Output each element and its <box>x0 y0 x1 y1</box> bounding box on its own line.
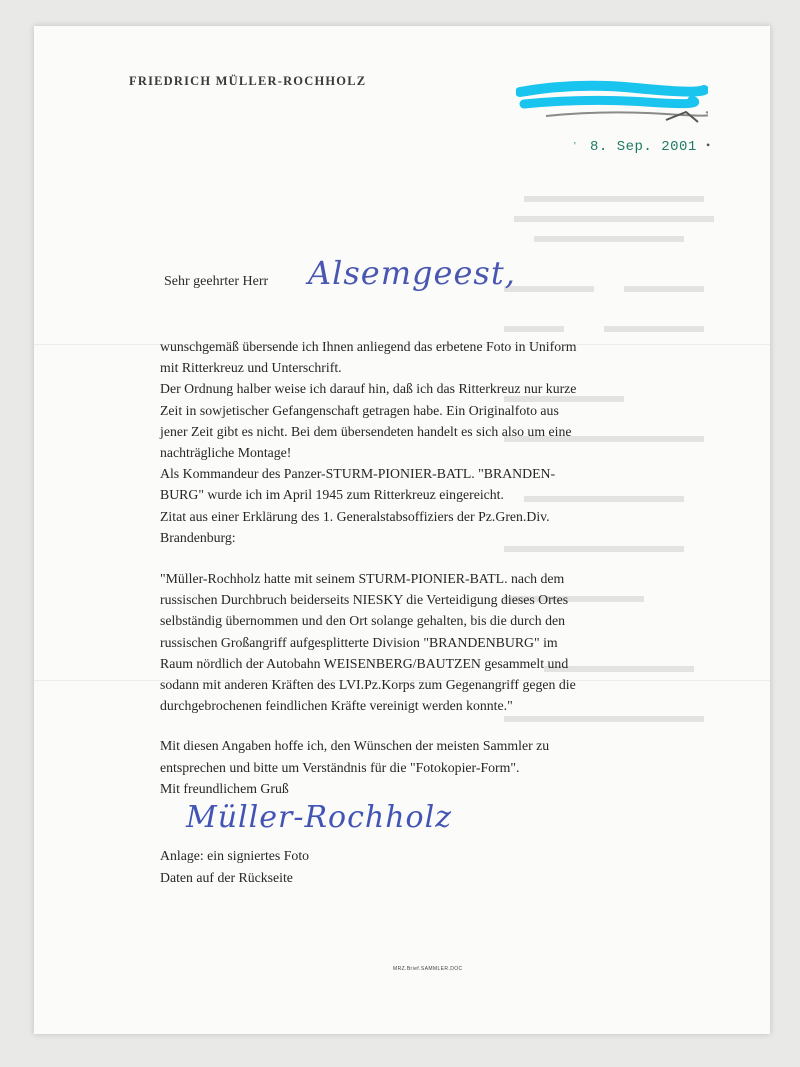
closing-line: entsprechen und bitte um Verständnis für die "Fotokopier-Form". <box>160 759 520 775</box>
quote-line: russischen Durchbruch beiderseits NIESKY die Verteidigung dieses Ortes <box>160 592 569 608</box>
enclosure-line: Daten auf der Rückseite <box>160 869 293 885</box>
body-line: jener Zeit gibt es nicht. Bei dem übersendeten handelt es sich also um eine <box>160 423 572 439</box>
body-line: Als Kommandeur des Panzer-STURM-PIONIER-BATL. "BRANDEN- <box>160 466 556 482</box>
body-line: Der Ordnung halber weise ich darauf hin, daß ich das Ritterkreuz nur kurze <box>160 381 577 397</box>
signature-handwritten: Müller-Rochholz <box>186 800 453 835</box>
body-line: wunschgemäß übersende ich Ihnen anliegend das erbetene Foto in Uniform <box>160 339 577 354</box>
quote-line: durchgebrochenen feindlichen Kräfte vereinigt werden konnte." <box>160 698 513 714</box>
quote-line: Raum nördlich der Autobahn WEISENBERG/BAUTZEN gesammelt und <box>160 655 569 671</box>
date-stamp: 8. Sep. 2001 <box>590 139 697 155</box>
letter-body <box>160 336 660 799</box>
closing-line: Mit diesen Angaben hoffe ich, den Wünschen der meisten Sammler zu <box>160 738 550 754</box>
quote-line: sodann mit anderen Kräften des LVI.Pz.Korps zum Gegenangriff gegen die <box>160 677 576 693</box>
file-reference: MRZ.Brief.SAMMLER.DOC <box>393 966 463 972</box>
redaction-mark <box>516 80 708 132</box>
body-line: BURG" wurde ich im April 1945 zum Ritterkreuz eingereicht. <box>160 487 504 503</box>
quote-line: selbständig übernommen und den Ort solange gehalten, bis die durch den <box>160 613 565 629</box>
quote-line: russischen Großangriff aufgesplitterte Division "BRANDENBURG" im <box>160 634 558 650</box>
salutation: Sehr geehrter Herr <box>164 274 269 289</box>
closing-block <box>160 735 660 799</box>
addressee-handwritten: Alsemgeest, <box>308 254 516 292</box>
quote-line: "Müller-Rochholz hatte mit seinem STURM-PIONIER-BATL. nach dem <box>160 571 565 587</box>
closing-line: Mit freundlichem Gruß <box>160 780 289 796</box>
stamp-tick: ' <box>574 141 576 152</box>
letterhead: FRIEDRICH MÜLLER-ROCHHOLZ <box>129 74 367 88</box>
enclosure-line: Anlage: ein signiertes Foto <box>160 848 310 863</box>
body-line: Zeit in sowjetischer Gefangenschaft getragen habe. Ein Originalfoto aus <box>160 402 559 418</box>
body-line: Zitat aus einer Erklärung des 1. Generalstabsoffiziers der Pz.Gren.Div. <box>160 508 550 524</box>
body-line: Brandenburg: <box>160 529 236 545</box>
enclosure-note <box>160 845 309 888</box>
body-line: nachträgliche Montage! <box>160 445 292 461</box>
stamp-dot: • <box>706 138 711 152</box>
body-line: mit Ritterkreuz und Unterschrift. <box>160 360 342 376</box>
quotation-block <box>160 568 660 716</box>
